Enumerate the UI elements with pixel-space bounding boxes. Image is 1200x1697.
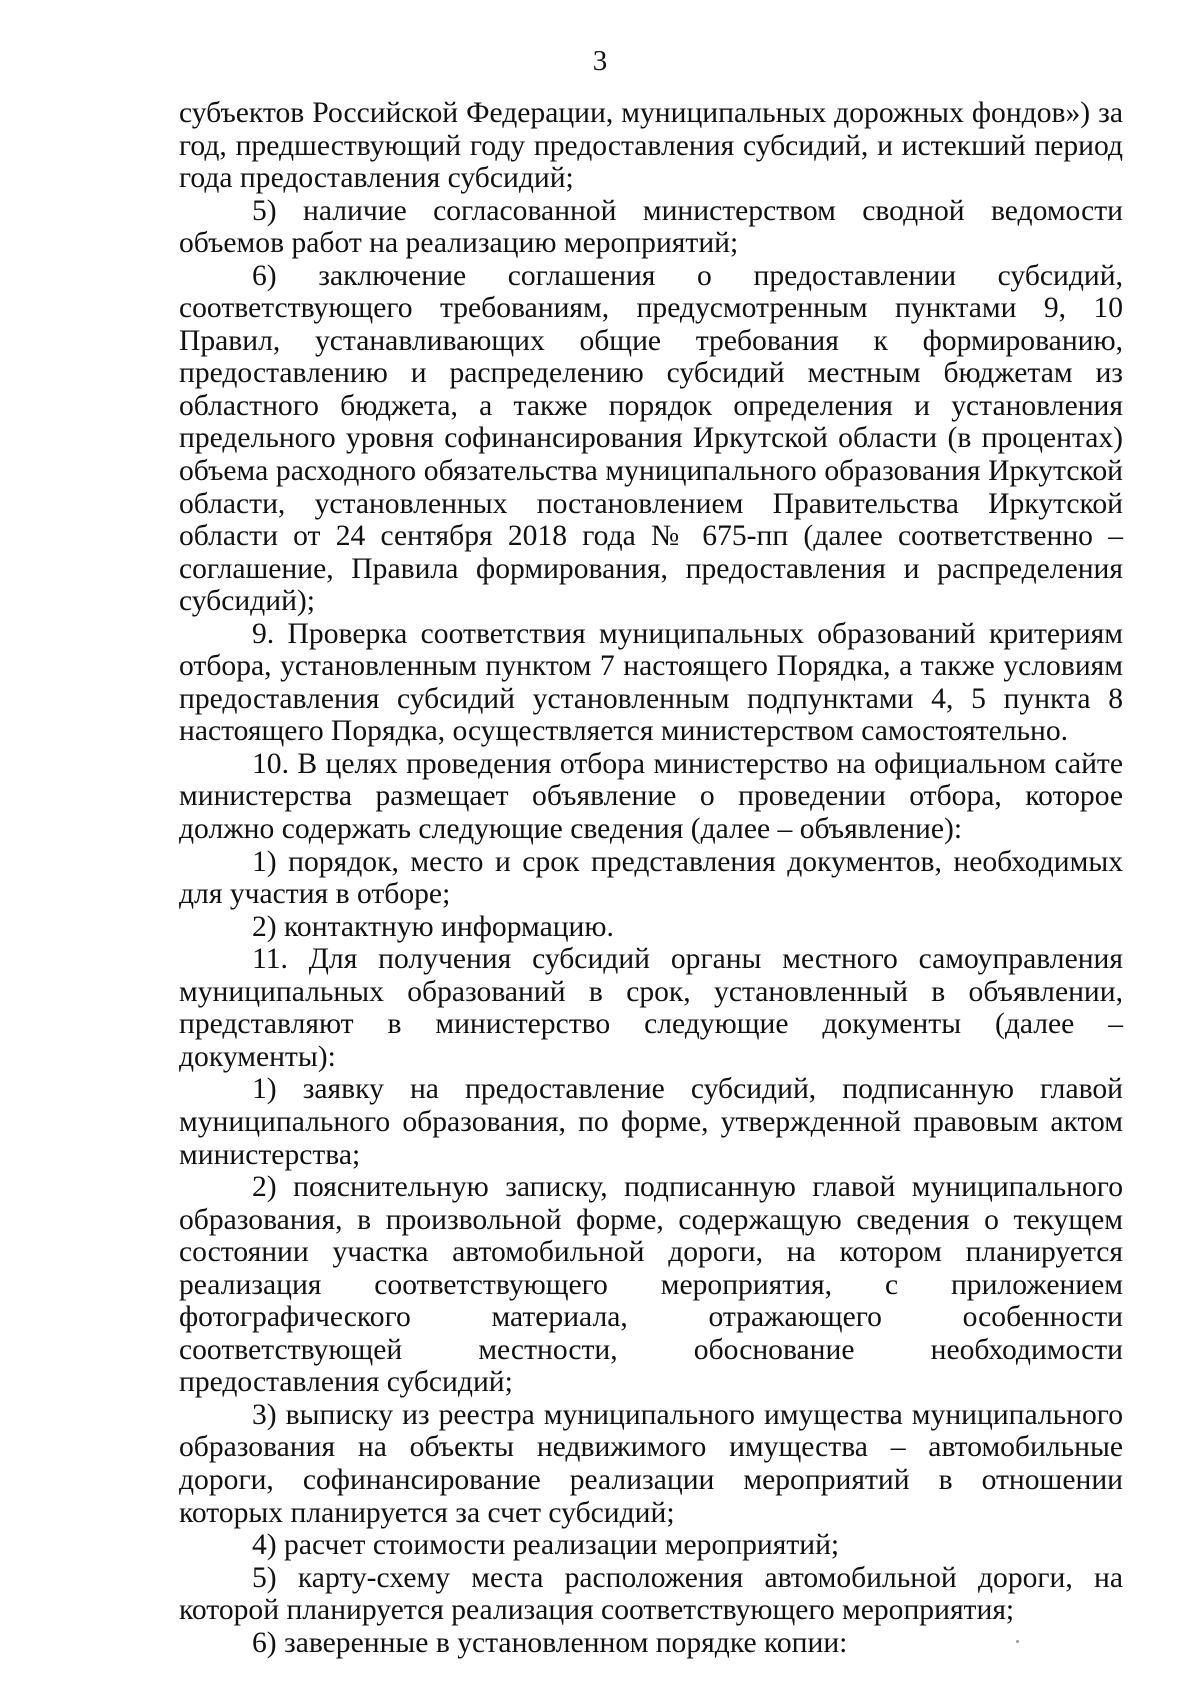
paragraph-section-10-item-1: 1) порядок, место и срок представления документов, необходимых для участия в отборе;: [179, 845, 1123, 911]
paragraph-section-11-item-5: 5) карту-схему места расположения автомобильной дороги, на которой планируется реализация соответствующего мероприятия;: [179, 1561, 1123, 1627]
page-number: 3: [592, 45, 608, 77]
paragraph-section-10: 10. В целях проведения отбора министерство на официальном сайте министерства размещает объявление о проведении отбора, которое должно содержать следующие сведения (далее – объявление):: [179, 747, 1123, 846]
scan-speck: [1016, 1640, 1019, 1643]
paragraph-section-11: 11. Для получения субсидий органы местного самоуправления муниципальных образований в срок, установленный в объявлении, представляют в министерство следующие документы (далее – документы):: [179, 943, 1123, 1073]
paragraph-section-10-item-2: 2) контактную информацию.: [252, 910, 614, 943]
paragraph-continuation: субъектов Российской Федерации, муниципальных дорожных фондов») за год, предшествующий году предоставления субсидий, и истекший период года предоставления субсидий;: [179, 97, 1123, 195]
paragraph-section-11-item-1: 1) заявку на предоставление субсидий, подписанную главой муниципального образования, по форме, утвержденной правовым актом министерства;: [179, 1073, 1123, 1171]
paragraph-item-6: 6) заключение соглашения о предоставлении субсидий, соответствующего требованиям, предусмотренным пунктами 9, 10 Правил, устанавливающих общие требования к формированию, предоставлению и распределению субсидий местным бюджетам из областного бюджета, а также порядок определения и установления предельного уровня софинансирования Иркутской области (в процентах) объема расходного обязательства муниципального образования Иркутской области, установленных постановлением Правительства Иркутской области от 24 сентября 2018 года № 675-пп (далее соответственно – соглашение, Правила формирования, предоставления и распределения субсидий);: [179, 259, 1123, 618]
paragraph-section-11-item-2: 2) пояснительную записку, подписанную главой муниципального образования, в произвольной форме, содержащую сведения о текущем состоянии участка автомобильной дороги, на котором планируется реализация соответствующего мероприятия, с приложением фотографического материала, отражающего особенности соответствующей местности, обоснование необходимости предоставления субсидий;: [179, 1171, 1123, 1399]
paragraph-section-9: 9. Проверка соответствия муниципальных образований критериям отбора, установленным пунктом 7 настоящего Порядка, а также условиям предоставления субсидий установленным подпунктами 4, 5 пункта 8 настоящего Порядка, осуществляется министерством самостоятельно.: [179, 617, 1123, 748]
paragraph-section-11-item-4: 4) расчет стоимости реализации мероприятий;: [252, 1529, 840, 1562]
document-body: [179, 97, 1123, 1659]
paragraph-section-11-item-3: 3) выписку из реестра муниципального имущества муниципального образования на объекты недвижимого имущества – автомобильные дороги, софинансирование реализации мероприятий в отношении которых планируется за счет субсидий;: [179, 1398, 1123, 1529]
paragraph-item-5: 5) наличие согласованной министерством сводной ведомости объемов работ на реализацию мероприятий;: [179, 194, 1123, 260]
paragraph-section-11-item-6: 6) заверенные в установленном порядке копии:: [252, 1626, 848, 1659]
